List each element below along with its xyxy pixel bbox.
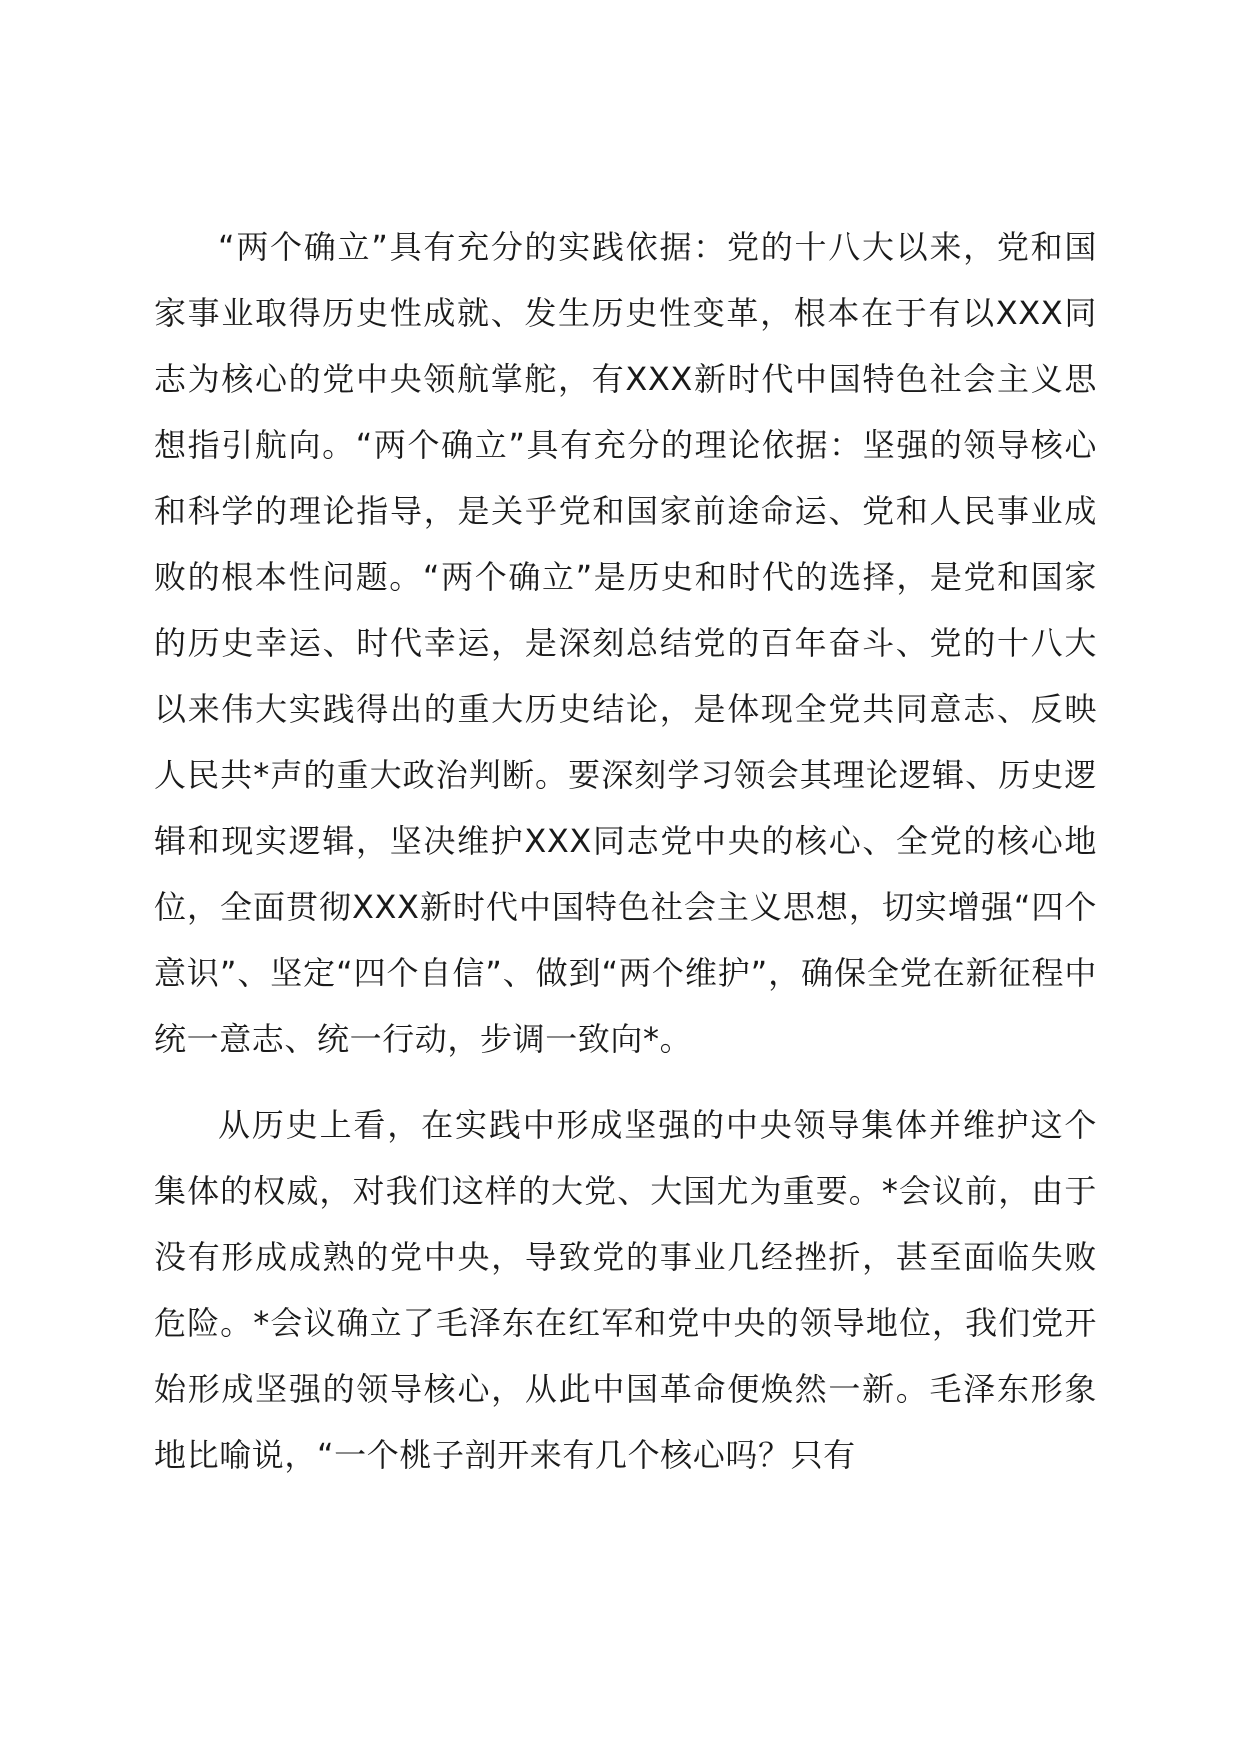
paragraph-1: “两个确立”具有充分的实践依据：党的十八大以来，党和国家事业取得历史性成就、发生历史性变革，根本在于有以XXX同志为核心的党中央领航掌舵，有XXX新时代中国特色社会主义思想指引航向。“两个确立”具有充分的理论依据：坚强的领导核心和科学的理论指导，是关乎党和国家前途命运、党和人民事业成败的根本性问题。“两个确立”是历史和时代的选择，是党和国家的历史幸运、时代幸运，是深刻总结党的百年奋斗、党的十八大以来伟大实践得出的重大历史结论，是体现全党共同意志、反映人民共*声的重大政治判断。要深刻学习领会其理论逻辑、历史逻辑和现实逻辑，坚决维护XXX同志党中央的核心、全党的核心地位，全面贯彻XXX新时代中国特色社会主义思想，切实增强“四个意识”、坚定“四个自信”、做到“两个维护”，确保全党在新征程中统一意志、统一行动，步调一致向*。 (154, 228, 1097, 1058)
document-body (154, 214, 1097, 1488)
paragraph-2: 从历史上看，在实践中形成坚强的中央领导集体并维护这个集体的权威，对我们这样的大党、大国尤为重要。*会议前，由于没有形成成熟的党中央，导致党的事业几经挫折，甚至面临失败危险。*会议确立了毛泽东在红军和党中央的领导地位，我们党开始形成坚强的领导核心，从此中国革命便焕然一新。毛泽东形象地比喻说，“一个桃子剖开来有几个核心吗？只有 (154, 1106, 1097, 1474)
